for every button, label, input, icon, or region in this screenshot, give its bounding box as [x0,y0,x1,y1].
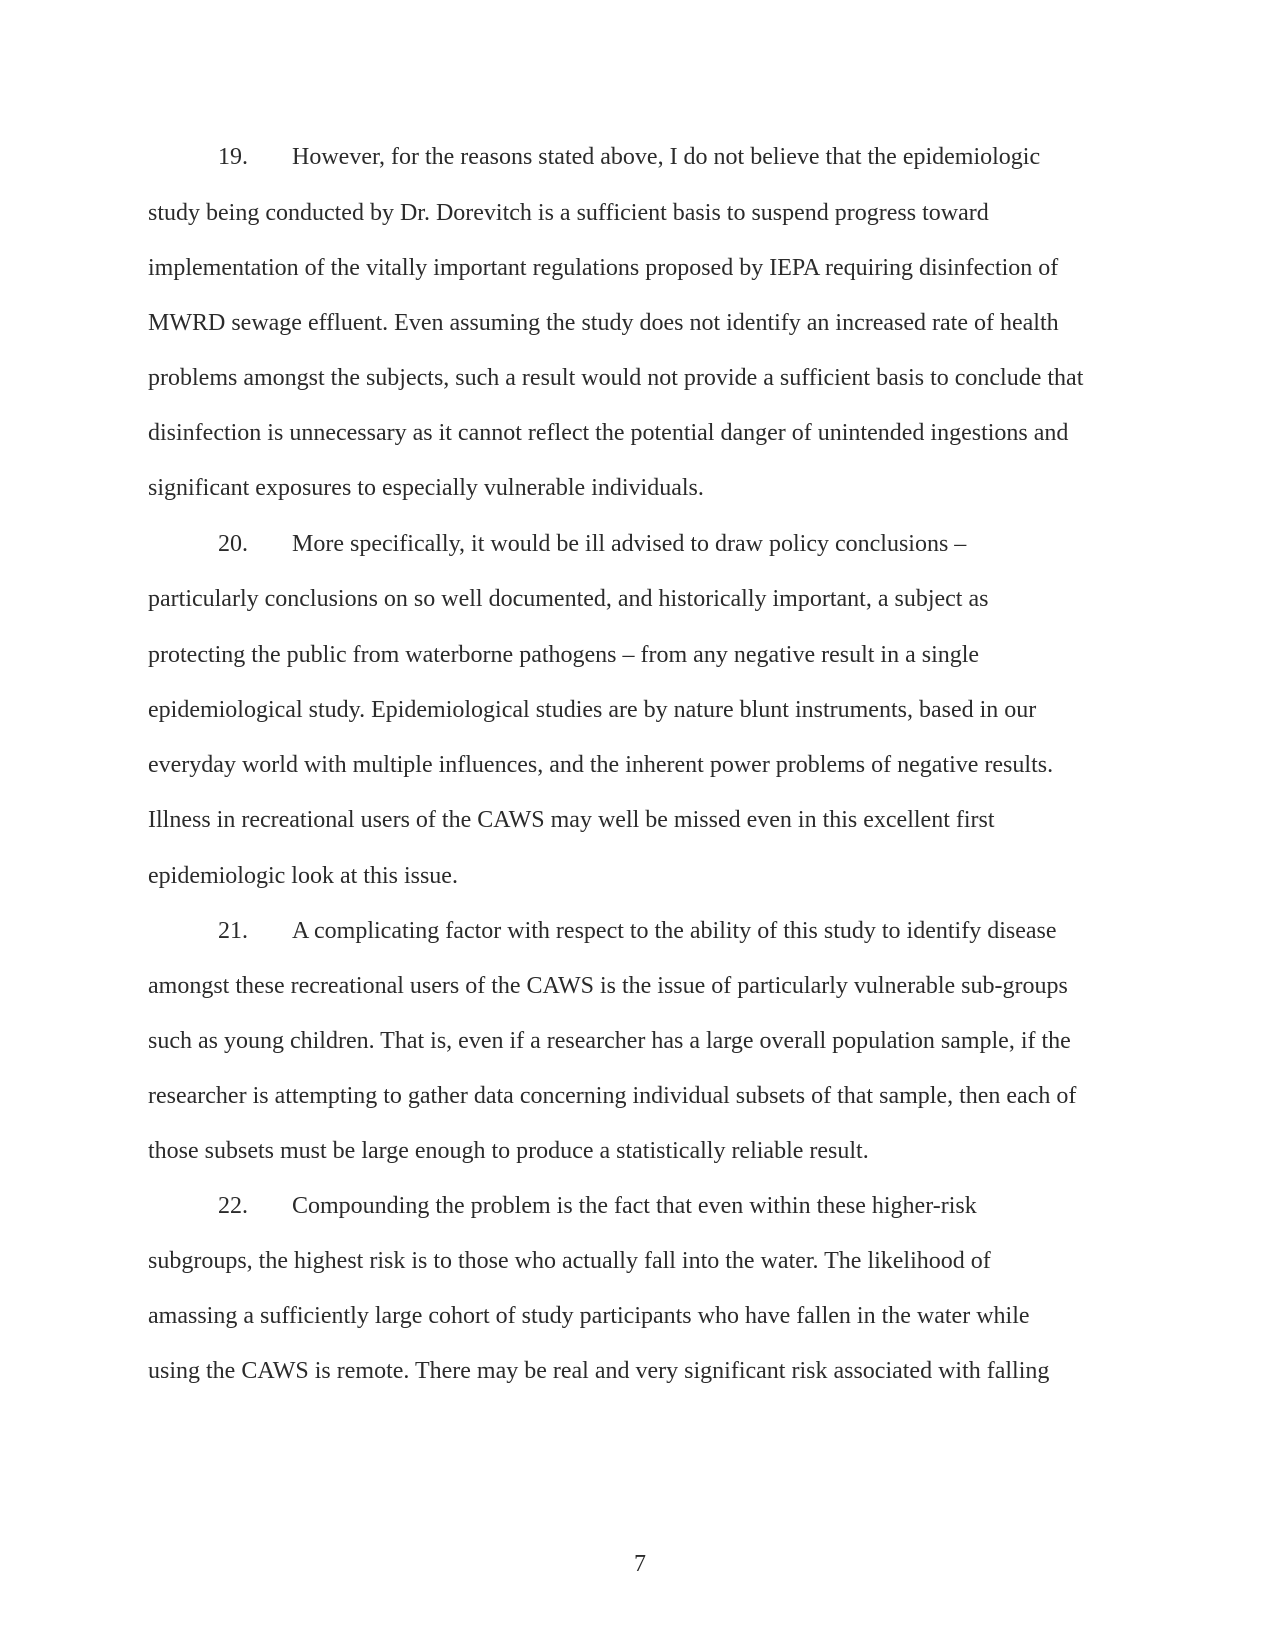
paragraph-21-line-5: those subsets must be large enough to produce a statistically reliable result. [148,1138,869,1164]
paragraph-22-line-4: using the CAWS is remote. There may be real and very significant risk associated with falling [148,1358,1050,1384]
paragraph-19-line-1 [218,143,1040,171]
paragraph-19-text-line-1: However, for the reasons stated above, I do not believe that the epidemiologic [292,144,1041,170]
paragraph-22-text-line-1: Compounding the problem is the fact that even within these higher-risk [292,1193,977,1219]
paragraph-19-line-6: disinfection is unnecessary as it cannot reflect the potential danger of unintended ingestions and [148,420,1069,446]
paragraph-19-line-4: MWRD sewage effluent. Even assuming the study does not identify an increased rate of health [148,310,1059,336]
paragraph-21-line-4: researcher is attempting to gather data concerning individual subsets of that sample, then each of [148,1083,1077,1109]
paragraph-20-line-1 [218,530,966,558]
paragraph-19-line-5: problems amongst the subjects, such a result would not provide a sufficient basis to conclude that [148,365,1084,391]
paragraph-20-line-2: particularly conclusions on so well documented, and historically important, a subject as [148,586,989,612]
paragraph-19-number: 19. [218,144,248,170]
paragraph-19-line-7: significant exposures to especially vulnerable individuals. [148,475,704,501]
paragraph-20-line-5: everyday world with multiple influences, and the inherent power problems of negative results. [148,752,1054,778]
paragraph-19-line-2: study being conducted by Dr. Dorevitch is a sufficient basis to suspend progress toward [148,200,989,226]
paragraph-22-number: 22. [218,1193,248,1219]
paragraph-22-line-1 [218,1192,977,1220]
paragraph-20-text-line-1: More specifically, it would be ill advised to draw policy conclusions – [292,531,967,557]
paragraph-20-line-6: Illness in recreational users of the CAWS may well be missed even in this excellent first [148,807,995,833]
paragraph-20-line-4: epidemiological study. Epidemiological studies are by nature blunt instruments, based in our [148,697,1037,723]
paragraph-22-line-2: subgroups, the highest risk is to those who actually fall into the water. The likelihood of [148,1248,991,1274]
paragraph-22-line-3: amassing a sufficiently large cohort of study participants who have fallen in the water while [148,1303,1030,1329]
paragraph-21-line-3: such as young children. That is, even if a researcher has a large overall population sample, if the [148,1028,1071,1054]
paragraph-20-line-3: protecting the public from waterborne pathogens – from any negative result in a single [148,642,980,668]
paragraph-21-line-1 [218,917,1057,945]
paragraph-21-text-line-1: A complicating factor with respect to the ability of this study to identify disease [292,918,1057,944]
page-number: 7 [634,1551,646,1577]
paragraph-19-line-3: implementation of the vitally important regulations proposed by IEPA requiring disinfection of [148,255,1059,281]
paragraph-21-line-2: amongst these recreational users of the CAWS is the issue of particularly vulnerable sub-groups [148,973,1068,999]
paragraph-20-line-7: epidemiologic look at this issue. [148,863,458,889]
paragraph-20-number: 20. [218,531,248,557]
paragraph-21-number: 21. [218,918,248,944]
